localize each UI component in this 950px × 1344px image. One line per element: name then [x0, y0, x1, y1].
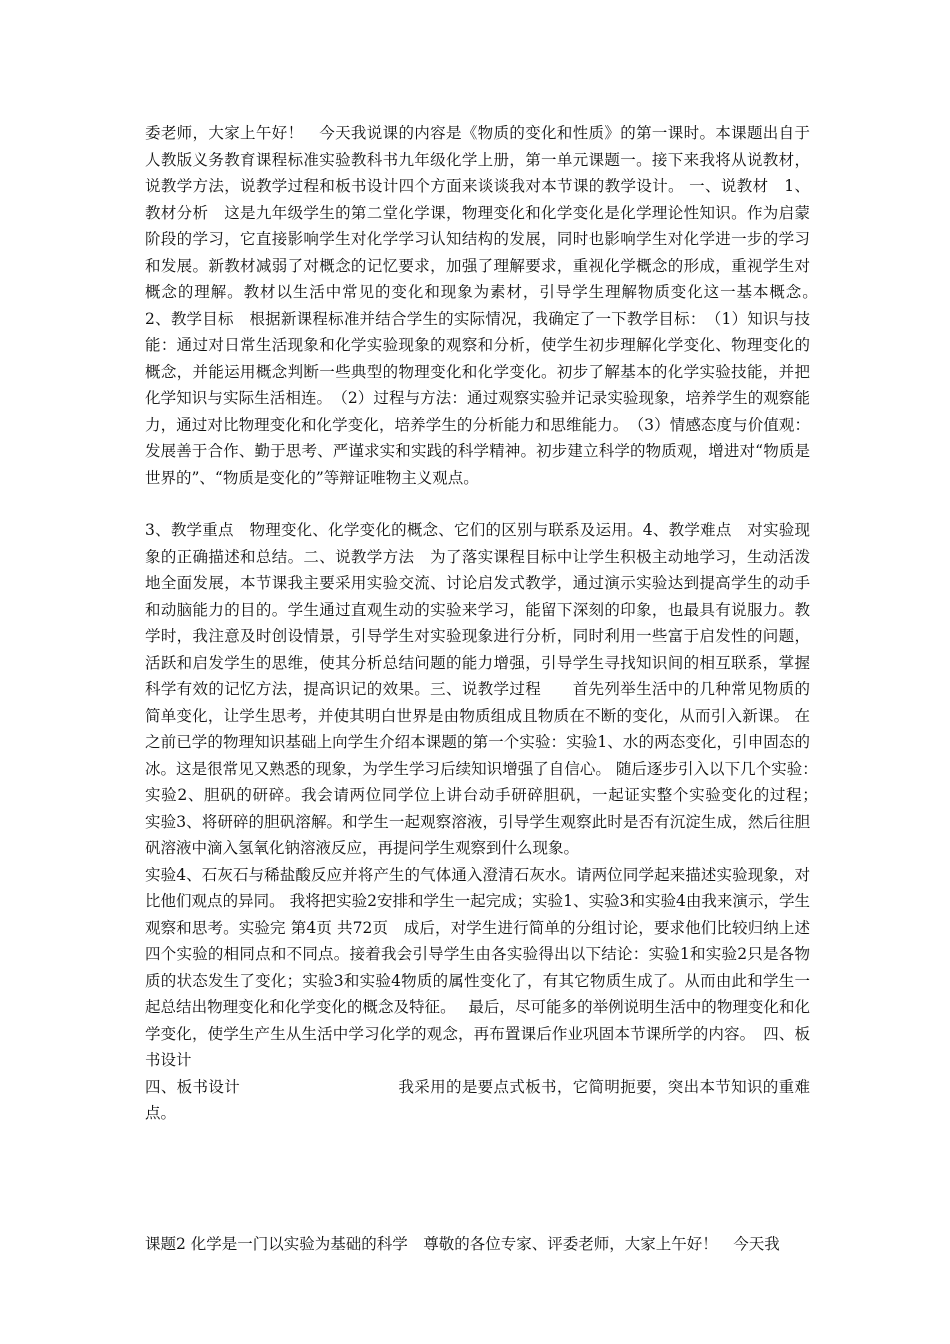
paragraph-teaching-method: 3、教学重点 物理变化、化学变化的概念、它们的区别与联系及运用。4、教学难点 对实验现象的正确描述和总结。二、说教学方法 为了落实课程目标中让学生积极主动地学习，生动活泼地全面发展，本节课我主要采用实验交流、讨论启发式教学，通过演示实验达到提高学生的动手和动脑能力的目的。学生通过直观生动的实验来学习，能留下深刻的印象，也最具有说服力。教学时，我注意及时创设情景，引导学生对实验现象进行分析，同时利用一些富于启发性的问题，活跃和启发学生的思维，使其分析总结问题的能力增强，引导学生寻找知识间的相互联系，掌握科学有效的记忆方法，提高识记的效果。三、说教学过程 首先列举生活中的几种常见物质的简单变化，让学生思考，并使其明白世界是由物质组成且物质在不断的变化，从而引入新课。 在之前已学的物理知识基础上向学生介绍本课题的第一个实验：实验1、水的两态变化，引申固态的冰。这是很常见又熟悉的现象，为学生学习后续知识增强了自信心。 随后逐步引入以下几个实验： 实验2、胆矾的研碎。我会请两位同学位上讲台动手研碎胆矾，一起证实整个实验变化的过程； 实验3、将研碎的胆矾溶解。和学生一起观察溶液，引导学生观察此时是否有沉淀生成，然后往胆矾溶液中滴入氢氧化钠溶液反应，再提问学生观察到什么现象。	[145, 521, 842, 857]
paragraph-next-lesson: 课题2 化学是一门以实验为基础的科学 尊敬的各位专家、评委老师，大家上午好！ 今天我	[145, 1234, 780, 1253]
document-page	[145, 120, 842, 1257]
paragraph-experiments: 实验4、石灰石与稀盐酸反应并将产生的气体通入澄清石灰水。请两位同学起来描述实验现象，对比他们观点的异同。 我将把实验2安排和学生一起完成；实验1、实验3和实验4由我来演示，学生观察和思考。实验完 第4页 共72页 成后，对学生进行简单的分组讨论，要求他们比较归纳上述四个实验的相同点和不同点。接着我会引导学生由各实验得出以下结论：实验1和实验2只是各物质的状态发生了变化；实验3和实验4物质的属性变化了，有其它物质生成了。从而由此和学生一起总结出物理变化和化学变化的概念及特征。 最后，尽可能多的举例说明生活中的物理变化和化学变化，使学生产生从生活中学习化学的观念，再布置课后作业巩固本节课所学的内容。 四、板书设计	[145, 865, 810, 1069]
paragraph-spacer	[145, 491, 810, 517]
paragraph-lesson-intro: 委老师，大家上午好！ 今天我说课的内容是《物质的变化和性质》的第一课时。本课题出自于人教版义务教育课程标准实验教科书九年级化学上册，第一单元课题一。接下来我将从说教材，说教学方法，说教学过程和板书设计四个方面来谈谈我对本节课的教学设计。 一、说教材 1、教材分析 这是九年级学生的第二堂化学课，物理变化和化学变化是化学理论性知识。作为启蒙阶段的学习，它直接影响学生对化学学习认知结构的发展，同时也影响学生对化学进一步的学习和发展。新教材减弱了对概念的记忆要求，加强了理解要求，重视化学概念的形成，重视学生对概念的理解。教材以生活中常见的变化和现象为素材，引导学生理解物质变化这一基本概念。 2、教学目标 根据新课程标准并结合学生的实际情况，我确定了一下教学目标： （1）知识与技能：通过对日常生活现象和化学实验现象的观察和分析，使学生初步理解化学变化、物理变化的概念，并能运用概念判断一些典型的物理变化和化学变化。初步了解基本的化学实验技能，并把化学知识与实际生活相连。 （2）过程与方法：通过观察实验并记录实验现象，培养学生的观察能力，通过对比物理变化和化学变化，培养学生的分析能力和思维能力。 （3）情感态度与价值观：发展善于合作、勤于思考、严谨求实和实践的科学精神。初步建立科学的物质观，增进对“物质是世界的”、“物质是变化的”等辩证唯物主义观点。	[145, 124, 831, 487]
paragraph-board-design: 四、板书设计 我采用的是要点式板书，它简明扼要，突出本节知识的重难点。	[145, 1077, 810, 1122]
section-spacer	[145, 1127, 810, 1231]
